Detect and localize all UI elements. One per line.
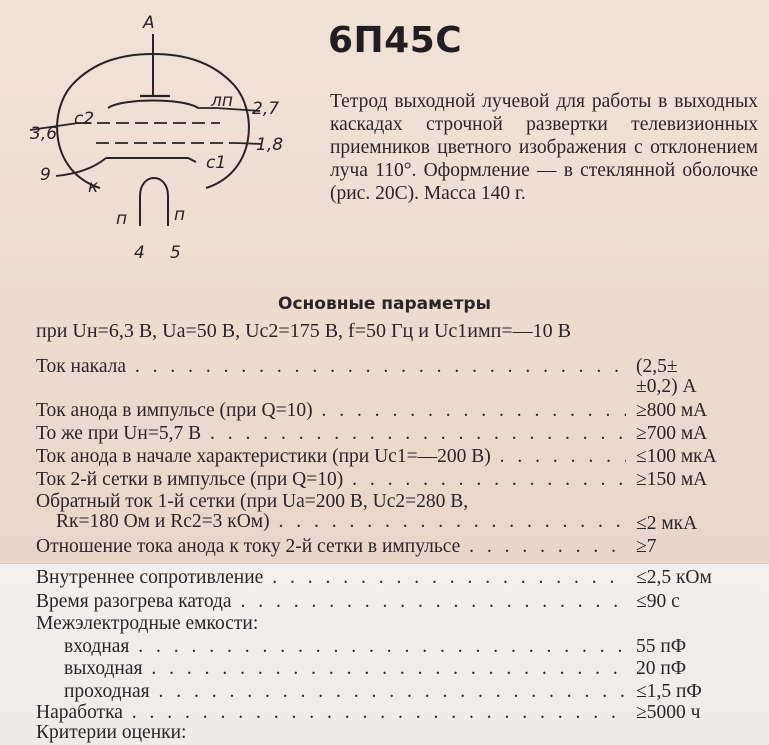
param-value: ≤90 с <box>636 591 680 612</box>
param-value: ≥5000 ч <box>636 702 701 723</box>
pin-control-grid: 1,8 <box>256 135 284 155</box>
cathode <box>106 158 196 162</box>
param-value: ≥150 мА <box>636 469 708 490</box>
param-value: ≥700 мА <box>636 423 708 444</box>
param-label: Время разогрева катода . . . <box>36 592 626 612</box>
measurement-conditions: при Uн=6,3 В, Uа=50 В, Uс2=175 В, f=50 Гц и Uс1имп=—10 В <box>36 320 571 342</box>
param-value: 20 пФ <box>636 658 687 679</box>
param-value: ≤2 мкА <box>636 513 698 534</box>
heater-arc <box>140 178 168 196</box>
tube-description: Тетрод выходной лучевой для работы в выходных каскадах строчной развертки телевизионных приемников цветного изображения с отклонением луча 110°. Оформление — в стеклянной оболочке (рис. 20С). Масса 140 г. <box>330 91 758 204</box>
param-label: Ток накала . . . <box>36 357 626 377</box>
param-value: ≤2,5 кОм <box>636 567 712 588</box>
section-title: Основные параметры <box>278 294 491 314</box>
pin-cathode: 9 <box>40 165 51 185</box>
param-value: 55 пФ <box>636 636 687 657</box>
param-label: выходная . . . <box>64 659 626 679</box>
tube-schematic-diagram <box>10 2 310 267</box>
pin-heater-right: 5 <box>170 243 181 263</box>
label-cathode: к <box>88 177 99 197</box>
param-label: Внутреннее сопротивление . . . <box>36 568 626 588</box>
param-value: ≥800 мА <box>636 400 708 421</box>
label-screen-grid: с2 <box>74 109 95 129</box>
param-label: проходная . . . <box>64 682 626 702</box>
param-label-line2: Rк=180 Ом и Rс2=3 кОм) . . . <box>56 512 626 532</box>
param-label: входная . . . <box>64 637 626 657</box>
pin-heater-left: 4 <box>134 243 145 263</box>
label-heater-right: п <box>174 205 186 225</box>
param-value-line2: ±0,2) А <box>636 376 697 397</box>
param-value-line1: (2,5± <box>636 356 678 377</box>
label-anode: А <box>143 13 155 33</box>
param-label: Ток 2-й сетки в импульсе (при Q=10) . . . <box>36 470 626 490</box>
param-label: То же при Uн=5,7 В . . . <box>36 424 626 444</box>
label-control-grid: с1 <box>206 153 227 173</box>
param-value: ≤100 мкА <box>636 446 717 467</box>
param-heading: Межэлектродные емкости: <box>36 613 259 634</box>
param-label-line1: Обратный ток 1-й сетки (при Uа=200 В, Uс2=280 В, <box>36 491 469 512</box>
label-beam-plates: лп <box>211 91 233 111</box>
pin-anode-beam: 2,7 <box>252 99 280 119</box>
param-heading: Критерии оценки: <box>36 722 187 743</box>
tube-type-title: 6П45С <box>328 20 463 61</box>
pin-screen-grid: 3,6 <box>30 124 58 144</box>
param-label: Ток анода в начале характеристики (при Uс1=—200 В) . . . <box>36 447 626 467</box>
param-label: Отношение тока анода к току 2-й сетки в импульсе . . . <box>36 537 626 557</box>
param-value: ≥7 <box>636 536 657 557</box>
label-heater-left: п <box>116 209 128 229</box>
param-label: Наработка . . . <box>36 703 626 723</box>
beam-plates <box>108 101 198 109</box>
page-bottom-sheet <box>0 563 769 745</box>
cathode-lead <box>56 158 106 176</box>
param-value: ≤1,5 пФ <box>636 681 702 702</box>
param-label: Ток анода в импульсе (при Q=10) . . . <box>36 401 626 421</box>
